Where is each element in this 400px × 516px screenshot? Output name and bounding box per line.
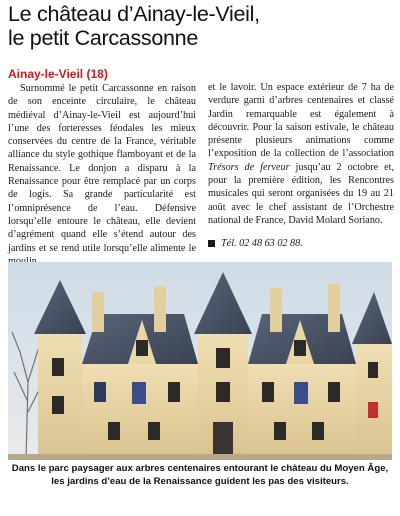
exhibition-title: Trésors de ferveur	[208, 161, 290, 173]
castle-illustration	[8, 262, 392, 460]
body-right-text-2: jusqu’au 2 octobre et, pour la première édition, les Rencontres musicales qui seront organisées du 19 au 21 août avec le chef assistant de l’Orchestre national de France, David Molard Soriano.	[208, 161, 394, 226]
caption-line-2: les jardins d’eau de la Renaissance guident les pas des visiteurs.	[51, 475, 349, 487]
headline-line-1: Le château d’Ainay-le-Vieil,	[8, 2, 260, 26]
castle-photo	[8, 262, 392, 460]
body-right-text-1: et le lavoir. Un espace extérieur de 7 ha de verdure garni d’arbres centenaires et classé Jardin remarquable est également à découvrir. Pour la saison estivale, le château présente plusieurs animations comme l’exposition de la collection de l’association	[208, 82, 394, 160]
photo-caption	[8, 463, 392, 488]
body-paragraph-left: Surnommé le petit Carcassonne en raison de son enceinte circulaire, le château médiéval d’Ainay-le-Vieil est aujourd’hui l’une des forteresses féodales les mieux conservées du centre de la France, véritable alliance du style gothique flamboyant et de la Renaissance. Le donjon a disparu à la Renaissance pour être remplacé par un corps de logis. Sa grande particularité est l’omniprésence de l’eau. Défensive lorsqu’elle entoure le château, elle devient d’agrément quand elle s’étend autour des jardins et se rend utile lorsqu’elle alimente le	[8, 83, 196, 254]
headline	[8, 2, 394, 50]
caption-line-1: Dans le parc paysager aux arbres centenaires entourant le château du Moyen Âge,	[11, 463, 389, 474]
column-left	[8, 67, 196, 268]
headline-line-2: le petit Carcassonne	[8, 26, 198, 50]
column-right	[208, 81, 394, 250]
location-kicker: Ainay-le-Vieil (18)	[8, 67, 108, 81]
article-body	[8, 67, 394, 257]
body-paragraph-right	[208, 81, 394, 227]
bullet-square-icon	[208, 240, 215, 247]
phone-number: Tél. 02 48 63 02 88.	[221, 238, 303, 250]
phone-line	[208, 237, 394, 250]
